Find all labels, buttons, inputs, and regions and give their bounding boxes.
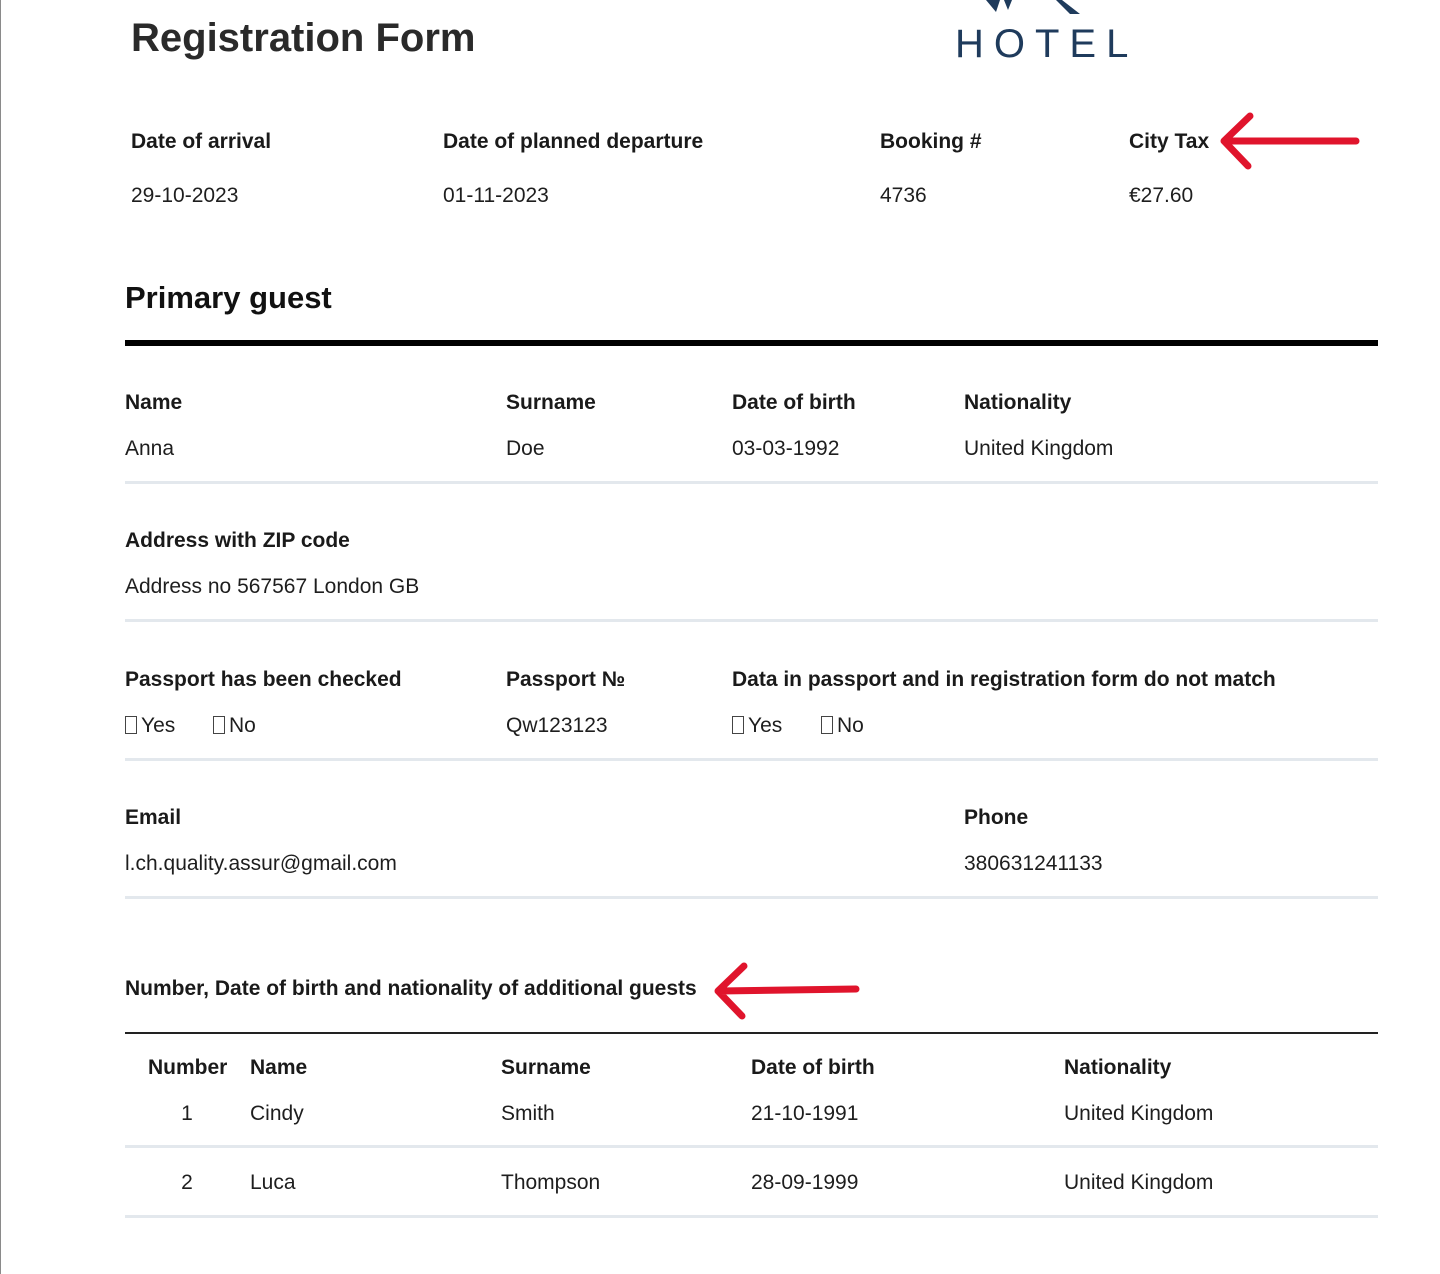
surname-label: Surname [506,391,596,414]
table-top-rule [125,1032,1378,1034]
row-number: 2 [181,1171,193,1194]
row-surname: Smith [501,1102,555,1125]
row-divider [125,1215,1378,1218]
row-number: 1 [181,1102,193,1125]
row-divider [125,481,1378,484]
row-dob: 21-10-1991 [751,1102,859,1125]
row-name: Cindy [250,1102,304,1125]
row-dob: 28-09-1999 [751,1171,859,1194]
col-number-header: Number [148,1056,228,1079]
city-tax-label: City Tax [1129,130,1210,153]
arrival-value: 29-10-2023 [131,184,239,207]
email-value: l.ch.quality.assur@gmail.com [125,852,397,875]
booking-label: Booking # [880,130,982,153]
page-edge [0,0,1,1274]
mismatch-yes-label: Yes [748,714,783,737]
nationality-value: United Kingdom [964,437,1114,460]
col-name-header: Name [250,1056,308,1079]
row-surname: Thompson [501,1171,601,1194]
checkbox-icon[interactable] [125,716,137,734]
phone-value: 380631241133 [964,852,1103,875]
arrow-left-icon [1218,110,1360,172]
name-label: Name [125,391,183,414]
mismatch-no[interactable] [821,714,864,738]
passport-checked-no-label: No [229,714,256,737]
phone-label: Phone [964,806,1029,829]
row-nationality: United Kingdom [1064,1102,1214,1125]
section-divider [125,340,1378,346]
email-label: Email [125,806,182,829]
address-label: Address with ZIP code [125,529,350,552]
checkbox-icon[interactable] [732,716,744,734]
checkbox-icon[interactable] [213,716,225,734]
passport-checked-yes-label: Yes [141,714,176,737]
hotel-logo-text: HOTEL [955,22,1139,66]
surname-value: Doe [506,437,545,460]
nationality-label: Nationality [964,391,1072,414]
col-nationality-header: Nationality [1064,1056,1172,1079]
page-title: Registration Form [131,16,476,60]
dob-label: Date of birth [732,391,856,414]
passport-checked-no[interactable] [213,714,256,738]
hotel-logo-icon [978,0,1088,18]
address-value: Address no 567567 London GB [125,575,420,598]
departure-value: 01-11-2023 [443,184,549,207]
dob-value: 03-03-1992 [732,437,840,460]
mismatch-label: Data in passport and in registration form do not match [732,668,1276,691]
city-tax-value: €27.60 [1129,184,1194,207]
passport-checked-yes[interactable] [125,714,175,738]
booking-value: 4736 [880,184,927,207]
name-value: Anna [125,437,175,460]
checkbox-icon[interactable] [821,716,833,734]
passport-checked-label: Passport has been checked [125,668,402,691]
col-surname-header: Surname [501,1056,591,1079]
primary-guest-heading: Primary guest [125,280,332,315]
departure-label: Date of planned departure [443,130,704,153]
arrow-left-icon [712,960,862,1022]
mismatch-no-label: No [837,714,864,737]
mismatch-yes[interactable] [732,714,782,738]
row-name: Luca [250,1171,296,1194]
row-divider [125,896,1378,899]
additional-guests-heading: Number, Date of birth and nationality of additional guests [125,977,697,1000]
passport-no-value: Qw123123 [506,714,608,737]
row-nationality: United Kingdom [1064,1171,1214,1194]
row-divider [125,758,1378,761]
passport-no-label: Passport № [506,668,626,691]
row-divider [125,1145,1378,1148]
row-divider [125,619,1378,622]
col-dob-header: Date of birth [751,1056,875,1079]
arrival-label: Date of arrival [131,130,272,153]
